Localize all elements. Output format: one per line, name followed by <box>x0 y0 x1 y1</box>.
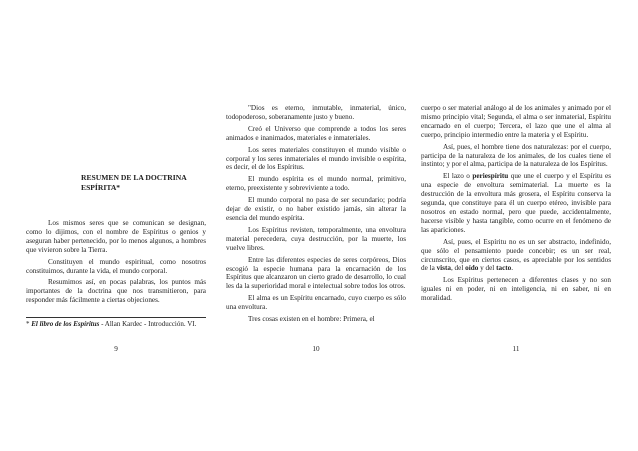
page-9-body <box>26 219 206 308</box>
paragraph <box>421 238 611 274</box>
bold-term: tacto <box>496 264 512 273</box>
paragraph: Creó el Universo que comprende a todos los seres animados e inanimados, materiales e inmateriales. <box>226 124 406 142</box>
page-11-body <box>421 104 611 306</box>
paragraph: El mundo corporal no pasa de ser secundario; podría dejar de existir, o no haber existido jamás, sin alterar la esencia del mundo espírita. <box>226 196 406 222</box>
paragraph: cuerpo o ser material análogo al de los animales y animado por el mismo principio vital; Segunda, el alma o ser inmaterial, Espíritu encarnado en el cuerpo; Tercera, el lazo que une el alma al cuerpo, principio intermedio entre la materia y el Espíritu. <box>421 104 611 139</box>
paragraph: Resumimos así, en pocas palabras, los puntos más importantes de la doctrina que nos transmitieron, para responder más fácilmente a ciertas objeciones. <box>26 278 206 305</box>
paragraph: Entre las diferentes especies de seres corpóreos, Dios escogió la especie humana para la encarnación de los Espíritus que alcanzaron un cierto grado de desarrollo, lo cual les da la superioridad moral e intelectual sobre todos los otros. <box>226 255 406 291</box>
page-10-body <box>226 104 406 327</box>
paragraph: Constituyen el mundo espiritual, como nosotros constituimos, durante la vida, el mundo corporal. <box>26 257 206 275</box>
paragraph: "Dios es eterno, inmutable, inmaterial, único, todopoderoso, soberanamente justo y bueno. <box>226 104 406 121</box>
text-run: Así, pues, el Espíritu no es un ser abstracto, indefinido, que sólo el pensamiento puede concebir; es un ser real, circunscrito, que en ciertos casos, es apreciable por los sentidos de la <box>421 237 611 273</box>
text-run: . <box>511 264 514 273</box>
paragraph <box>421 172 611 234</box>
text-run: y del <box>478 264 497 273</box>
paragraph: El alma es un Espíritu encarnado, cuyo cuerpo es sólo una envoltura. <box>226 294 406 312</box>
page-number: 11 <box>512 345 520 353</box>
text-run: que une el cuerpo y el Espíritu es una especie de envoltura semimaterial. La muerte es la destrucción de la envoltura más grosera, el Espíritu conserva la segunda, que constituye para él un cuerpo etéreo, invisible para nosotros en estado normal, pero que puede, accidentalmente, hacerse visible y hasta tangible, como ocurre en el fenómeno de las apariciones. <box>421 172 611 234</box>
paragraph: Así, pues, el hombre tiene dos naturalezas: por el cuerpo, participa de la naturaleza de los animales, de los cuales tiene el instinto; y por el alma, participa de la naturaleza de los Espíritus. <box>421 142 611 169</box>
page-10 <box>226 0 406 451</box>
bold-term: periespíritu <box>472 172 509 181</box>
footnote-title: El libro de los Espíritus <box>31 320 100 328</box>
footnote-divider <box>26 317 206 318</box>
paragraph: Tres cosas existen en el hombre: Primera, el <box>248 315 375 324</box>
footnote <box>26 320 216 329</box>
paragraph: Los Espíritus revisten, temporalmente, una envoltura material perecedera, cuya destrucción, por la muerte, los vuelve libres. <box>226 225 406 252</box>
paragraph: Los seres materiales constituyen el mundo visible o corporal y los seres inmateriales el mundo invisible o espírita, es decir, el de los Espíritus. <box>226 145 406 172</box>
paragraph: El mundo espírita es el mundo normal, primitivo, eterno, preexistente y sobreviviente a todo. <box>226 175 406 193</box>
bold-term: oído <box>465 264 479 273</box>
page-number: 9 <box>114 345 118 353</box>
paragraph: Los Espíritus pertenecen a diferentes clases y no son iguales ni en poder, ni en inteligencia, ni en saber, ni en moralidad. <box>421 276 611 303</box>
page-number: 10 <box>312 345 320 353</box>
footnote-text: - Allan Kardec - Introducción. VI. <box>99 320 197 328</box>
paragraph: Los mismos seres que se comunican se designan, como lo dijimos, con el nombre de Espíritus o genios y aseguran haber pertenecido, por lo menos algunos, a hombres que vivieron sobre la Tierra. <box>26 219 206 254</box>
section-title: RESUMEN DE LA DOCTRINA ESPÍRITA* <box>81 173 187 192</box>
page-11 <box>421 0 611 451</box>
text-run: , del <box>450 264 466 273</box>
page-9 <box>26 0 206 451</box>
footnote-marker: * <box>26 320 32 328</box>
bold-term: vista <box>436 264 451 273</box>
text-run: El lazo o <box>443 172 473 181</box>
